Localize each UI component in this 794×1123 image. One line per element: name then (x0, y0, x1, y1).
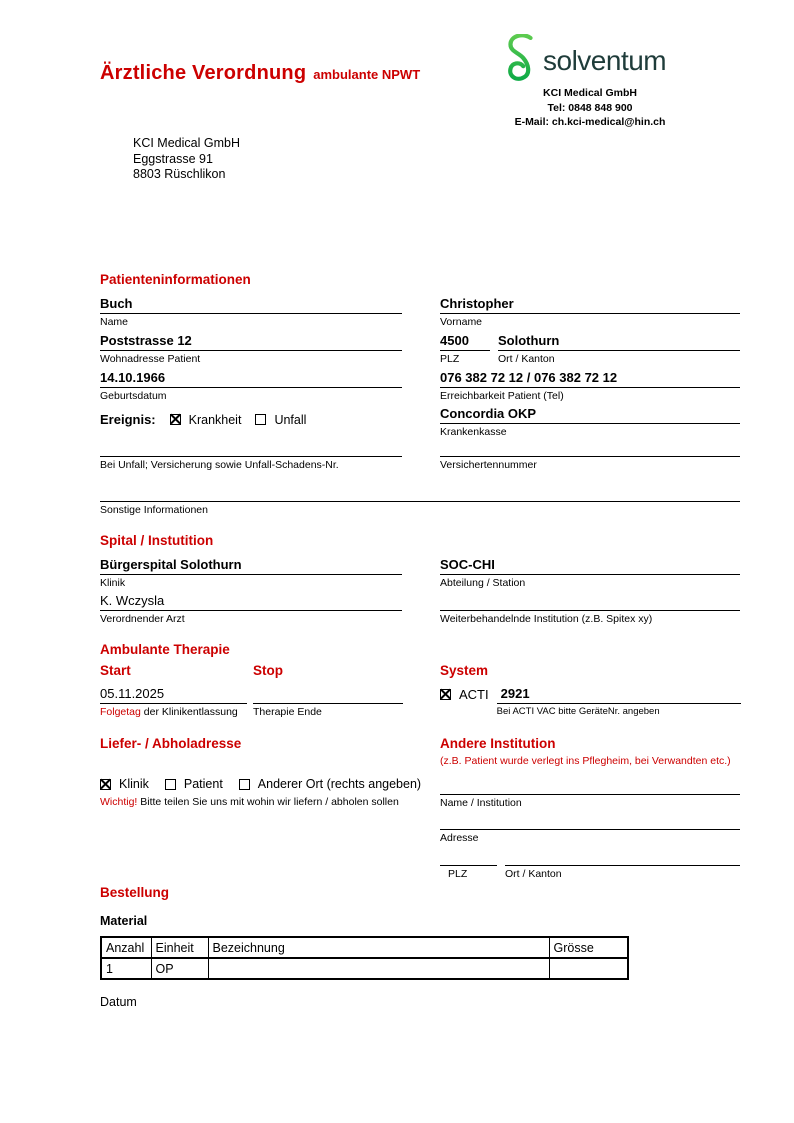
col-einheit: Einheit (151, 937, 208, 958)
sender-street: Eggstrasse 91 (133, 151, 213, 166)
field-city (498, 331, 740, 365)
col-bezeichnung: Bezeichnung (208, 937, 549, 958)
field-insurance-label: Krankenkasse (440, 426, 507, 438)
field-other-inst-city-value (505, 846, 740, 866)
contact-email: E-Mail: ch.kci-medical@hin.ch (514, 116, 666, 128)
therapy-system-title: System (440, 663, 489, 678)
checkbox-acti-label: ACTI (459, 687, 489, 702)
contact-phone: Tel: 0848 848 900 (547, 101, 633, 114)
field-firstname-label: Vorname (440, 316, 483, 328)
col-anzahl: Anzahl (101, 937, 151, 958)
field-accident-info-value (100, 437, 402, 457)
field-city-label: Ort / Kanton (498, 353, 555, 365)
field-name-label: Name (100, 316, 129, 328)
field-patient-address-value: Poststrasse 12 (100, 331, 402, 351)
delivery-note (100, 796, 399, 808)
field-device-number (497, 686, 741, 717)
company-contact-block (478, 86, 702, 130)
field-insurance-number (440, 437, 740, 471)
document-title-row (100, 62, 420, 85)
solventum-logo (505, 34, 666, 87)
field-further-institution (440, 591, 740, 625)
therapy-start-label-rest: der Klinikentlassung (140, 706, 238, 718)
field-name (100, 294, 402, 328)
checkbox-acti[interactable] (440, 689, 451, 700)
document-subtitle: ambulante NPWT (313, 67, 421, 82)
field-clinic-label: Klinik (100, 577, 126, 589)
field-further-institution-label: Weiterbehandelnde Institution (z.B. Spitex xy) (440, 613, 653, 625)
checkbox-unfall[interactable] (255, 414, 266, 425)
field-other-info-label: Sonstige Informationen (100, 504, 208, 516)
cell-einheit: OP (151, 958, 208, 979)
field-clinic-value: Bürgerspital Solothurn (100, 555, 402, 575)
section-title-patient: Patienteninformationen (100, 272, 251, 287)
field-department-label: Abteilung / Station (440, 577, 526, 589)
field-other-inst-plz-value (440, 846, 497, 866)
field-accident-info (100, 437, 402, 471)
field-insurance-number-label: Versichertennummer (440, 459, 537, 471)
section-title-order: Bestellung (100, 885, 170, 900)
date-label: Datum (100, 995, 137, 1009)
field-birthdate (100, 368, 402, 402)
field-phone-label: Erreichbarkeit Patient (Tel) (440, 390, 564, 402)
field-other-inst-address-label: Adresse (440, 832, 479, 844)
material-table (100, 936, 629, 980)
field-other-inst-name (440, 775, 740, 809)
field-therapy-start-label (100, 704, 247, 718)
delivery-checkbox-row (100, 777, 421, 791)
cell-groesse (549, 958, 628, 979)
field-insurance-value: Concordia OKP (440, 404, 740, 424)
field-patient-address-label: Wohnadresse Patient (100, 353, 201, 365)
checkbox-klinik[interactable] (100, 779, 111, 790)
section-title-hospital: Spital / Instutition (100, 533, 214, 548)
event-checkbox-row (100, 412, 306, 427)
checkbox-anderer-ort[interactable] (239, 779, 250, 790)
solventum-s-icon (505, 34, 536, 87)
other-institution-subtitle: (z.B. Patient wurde verlegt ins Pflegheim, bei Verwandten etc.) (440, 755, 731, 767)
field-birthdate-label: Geburtsdatum (100, 390, 167, 402)
event-label: Ereignis: (100, 412, 156, 427)
field-doctor-label: Verordnender Arzt (100, 613, 185, 625)
field-device-number-value: 2921 (497, 686, 741, 704)
material-title: Material (100, 914, 148, 928)
checkbox-patient[interactable] (165, 779, 176, 790)
field-therapy-start (100, 684, 247, 718)
field-doctor-value: K. Wczysla (100, 591, 402, 611)
field-birthdate-value: 14.10.1966 (100, 368, 402, 388)
field-other-inst-name-value (440, 775, 740, 795)
field-other-inst-plz (440, 846, 497, 880)
col-groesse: Grösse (549, 937, 628, 958)
field-other-inst-plz-label: PLZ (448, 868, 468, 880)
field-plz-value: 4500 (440, 331, 490, 351)
therapy-start-label-red: Folgetag (100, 706, 141, 718)
checkbox-krankheit-label: Krankheit (188, 412, 242, 427)
field-doctor (100, 591, 402, 625)
field-other-info-value (100, 482, 740, 502)
field-accident-info-label: Bei Unfall; Versicherung sowie Unfall-Schadens-Nr. (100, 459, 339, 471)
delivery-note-important: Wichtig! (100, 796, 138, 808)
field-therapy-stop (253, 684, 403, 718)
field-plz-label: PLZ (440, 353, 460, 365)
field-insurance (440, 404, 740, 438)
field-firstname-value: Christopher (440, 294, 740, 314)
field-phone-value: 076 382 72 12 / 076 382 72 12 (440, 368, 740, 388)
system-row (440, 686, 741, 717)
material-table-header-row (101, 937, 628, 958)
field-therapy-stop-label: Therapie Ende (253, 706, 322, 718)
field-other-info (100, 482, 740, 516)
field-therapy-start-value: 05.11.2025 (100, 684, 247, 704)
section-title-therapy: Ambulante Therapie (100, 642, 230, 657)
checkbox-patient-label: Patient (183, 777, 223, 791)
checkbox-krankheit[interactable] (170, 414, 181, 425)
field-device-number-label: Bei ACTI VAC bitte GeräteNr. angeben (496, 706, 660, 717)
field-other-inst-city-label: Ort / Kanton (505, 868, 562, 880)
cell-bezeichnung (208, 958, 549, 979)
section-title-delivery: Liefer- / Abholadresse (100, 736, 242, 751)
document-title: Ärztliche Verordnung (100, 62, 307, 84)
field-other-inst-name-label: Name / Institution (440, 797, 522, 809)
field-further-institution-value (440, 591, 740, 611)
checkbox-unfall-label: Unfall (274, 412, 307, 427)
field-other-inst-address (440, 810, 740, 844)
field-department-value: SOC-CHI (440, 555, 740, 575)
field-other-inst-city (505, 846, 740, 880)
sender-company: KCI Medical GmbH (133, 136, 240, 150)
checkbox-anderer-ort-label: Anderer Ort (rechts angeben) (257, 777, 422, 791)
cell-anzahl: 1 (101, 958, 151, 979)
material-table-row (101, 958, 628, 979)
therapy-stop-title: Stop (253, 663, 283, 678)
field-insurance-number-value (440, 437, 740, 457)
field-firstname (440, 294, 740, 328)
field-therapy-stop-value (253, 684, 403, 704)
field-city-value: Solothurn (498, 331, 740, 351)
section-title-other-institution: Andere Institution (440, 736, 556, 751)
contact-company: KCI Medical GmbH (543, 87, 637, 99)
field-other-inst-address-value (440, 810, 740, 830)
sender-city: 8803 Rüschlikon (133, 167, 226, 181)
field-plz (440, 331, 490, 365)
checkbox-klinik-label: Klinik (119, 777, 149, 791)
therapy-start-title: Start (100, 663, 131, 678)
solventum-wordmark: solventum (543, 44, 667, 76)
field-clinic (100, 555, 402, 589)
field-patient-address (100, 331, 402, 365)
field-name-value: Buch (100, 294, 402, 314)
field-department (440, 555, 740, 589)
field-phone (440, 368, 740, 402)
sender-address-block (133, 136, 240, 183)
delivery-note-rest: Bitte teilen Sie uns mit wohin wir liefern / abholen sollen (137, 796, 399, 808)
